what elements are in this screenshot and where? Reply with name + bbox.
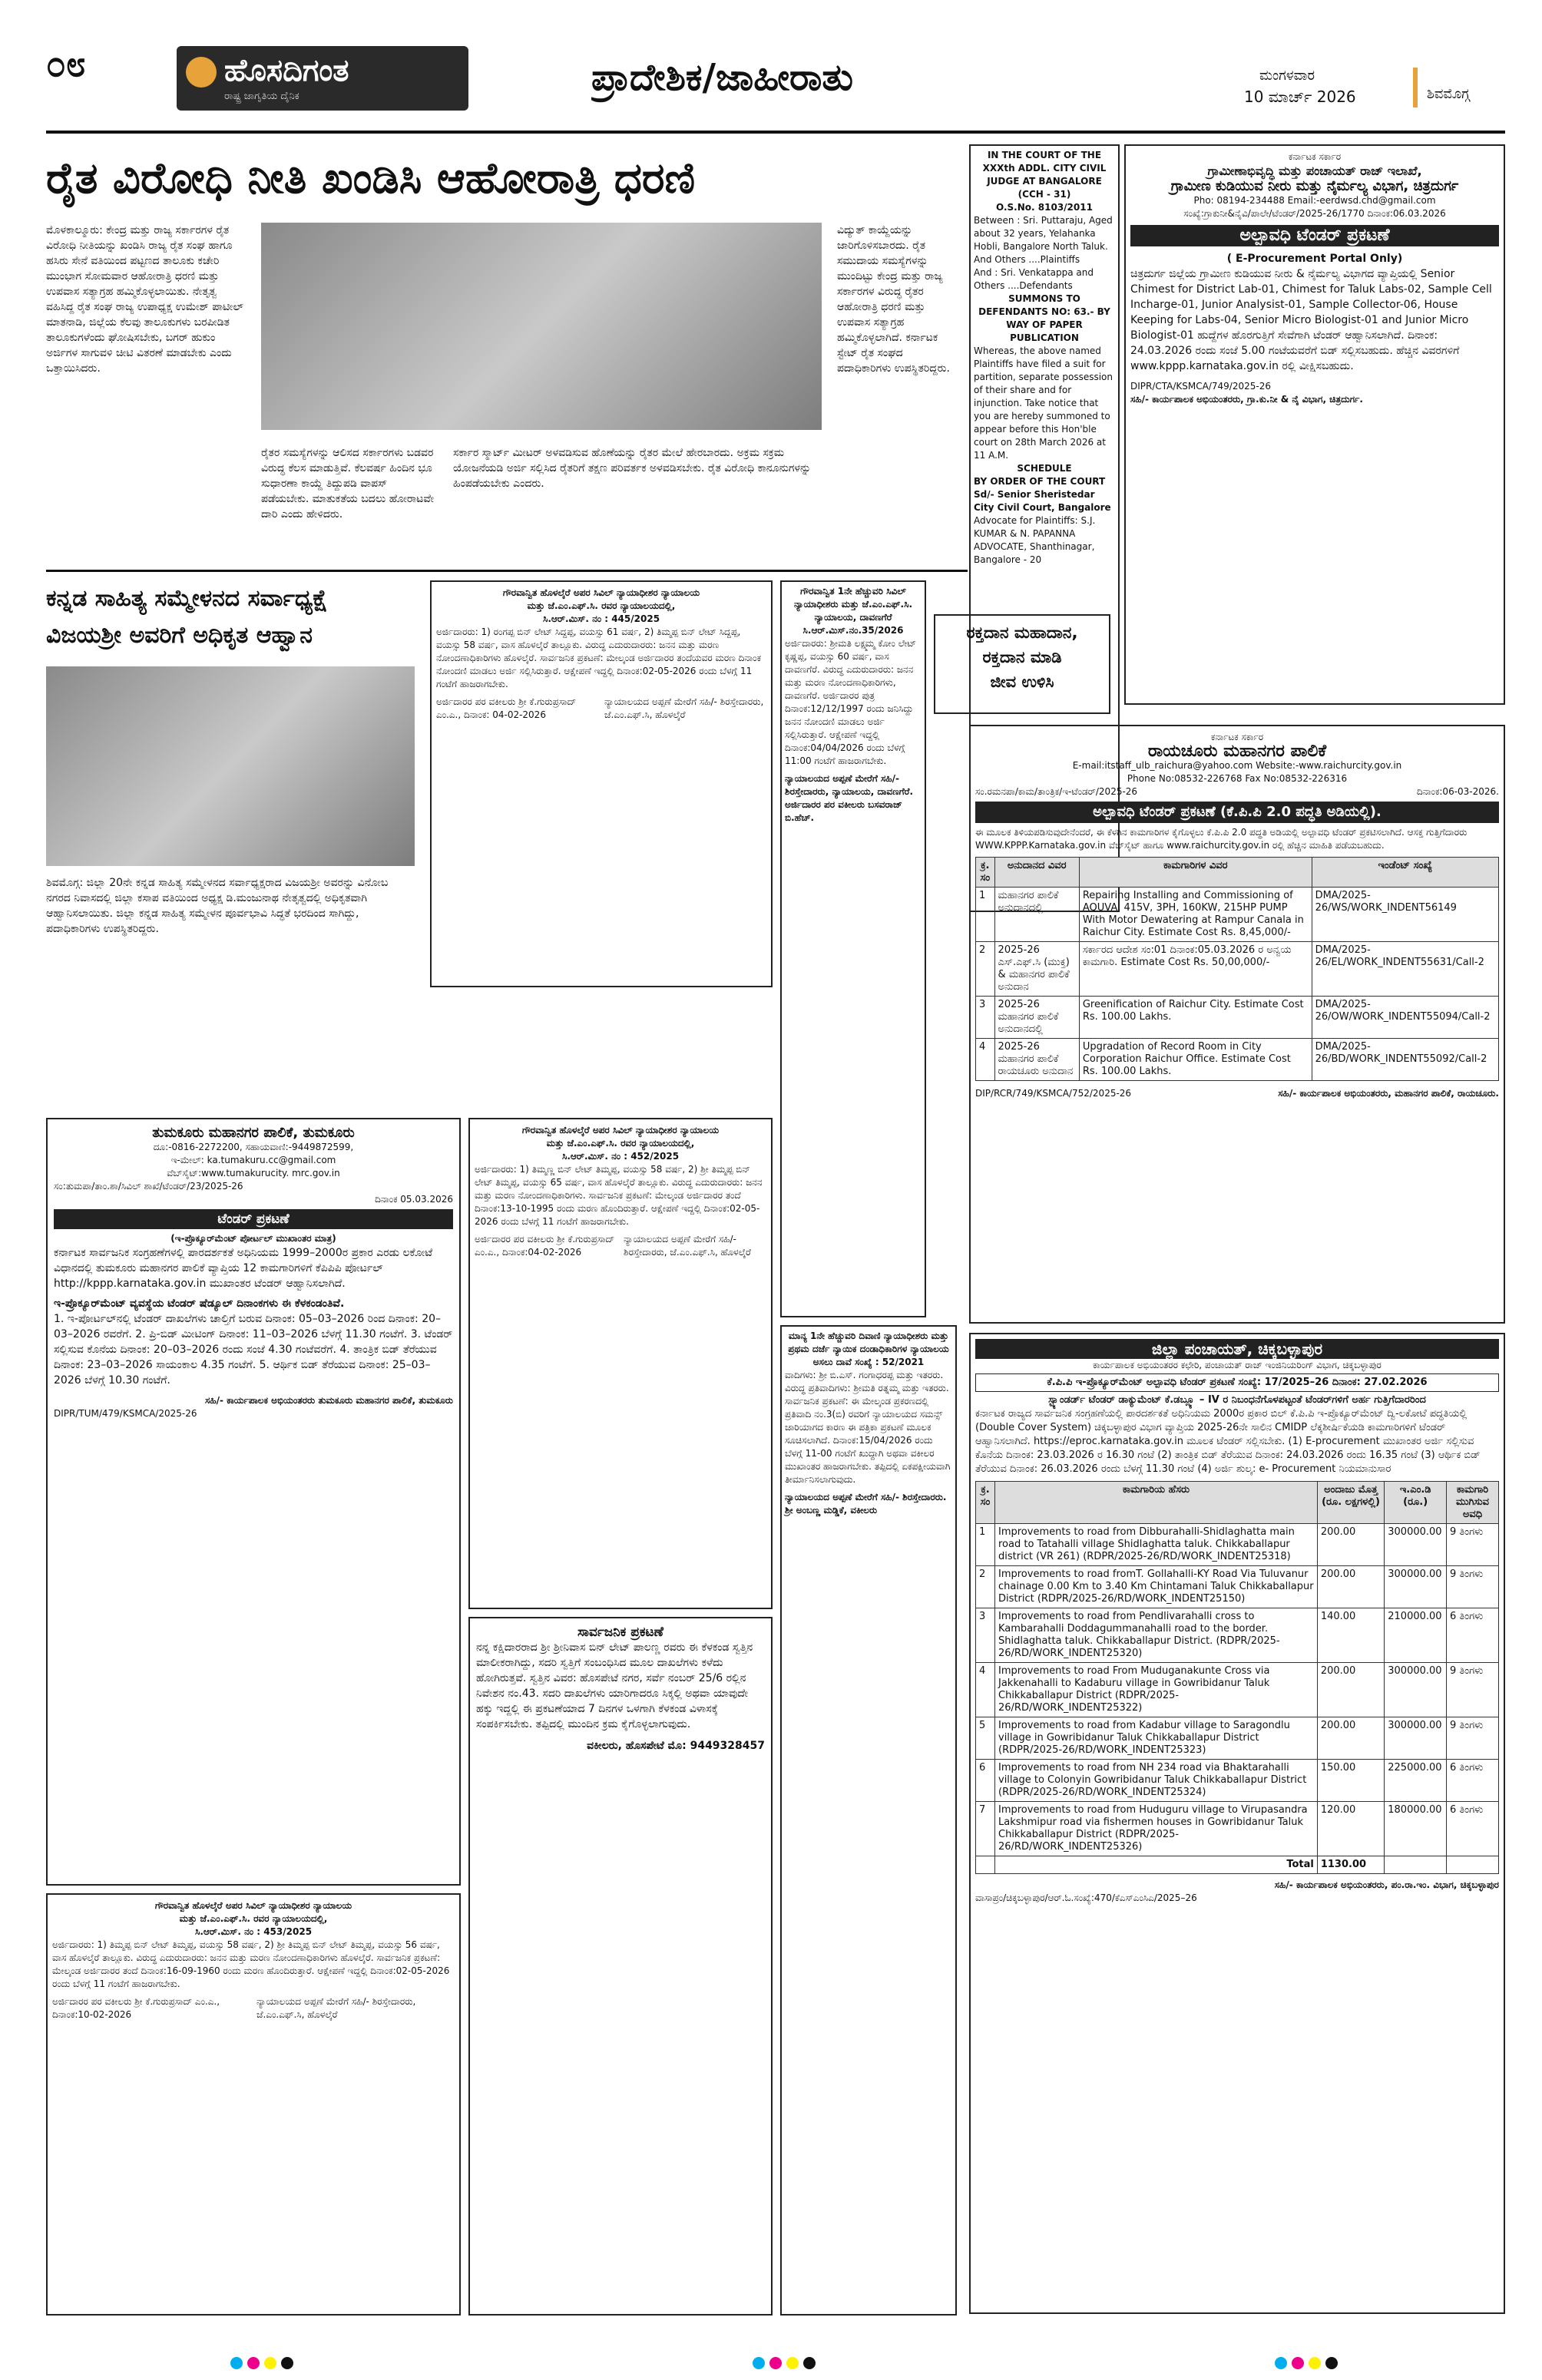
lead-col-4: ವಿದ್ಯುತ್ ಕಾಯ್ದೆಯನ್ನು ಜಾರಿಗೊಳಿಸಬಾರದು. ರೈತ ಸಮುದಾಯ ಸಮಸ್ಯೆಗಳನ್ನು ಮುಂದಿಟ್ಟು ಕೇಂದ್ರ ಮತ್ತು ರಾಜ್ಯ ಸರ್ಕಾರಗಳ ವಿರುದ್ಧ ರೈತರ ಆಹೋರಾತ್ರಿ ಧರಣಿ ಮತ್ತು ಉಪವಾಸ ಸತ್ಯಾಗ್ರಹ ಹಮ್ಮಿಕೊಳ್ಳಲಾಗಿದೆ. ಕರ್ನಾಟಕ ಸ್ಟೇಟ್ ರೈತ ಸಂಘದ ಪದಾಧಿಕಾರಿಗಳು ಉಪಸ್ಥಿತರಿದ್ದರು. xyxy=(837,224,950,375)
table-cell: 9 ತಿಂಗಳು xyxy=(1447,1566,1499,1608)
table-row xyxy=(976,942,1499,997)
table-header: ಅನುದಾನದ ವಿವರ xyxy=(994,858,1079,888)
table-cell: 5 xyxy=(976,1717,995,1760)
registration-mark xyxy=(1309,2357,1321,2369)
table-cell: 180000.00 xyxy=(1385,1802,1447,1856)
table-row xyxy=(976,997,1499,1039)
registration-mark xyxy=(786,2357,799,2369)
table-cell: 300000.00 xyxy=(1385,1663,1447,1717)
table-cell: 140.00 xyxy=(1317,1608,1384,1663)
logo-tagline: ರಾಷ್ಟ್ರ ಜಾಗೃತಿಯ ದೈನಿಕ xyxy=(224,91,299,102)
logo-emblem-icon xyxy=(186,57,217,88)
lead-col-1: ಮೊಳಕಾಲ್ಮೂರು: ಕೇಂದ್ರ ಮತ್ತು ರಾಜ್ಯ ಸರ್ಕಾರಗಳ ರೈತ ವಿರೋಧಿ ನೀತಿಯನ್ನು ಖಂಡಿಸಿ ರಾಜ್ಯ ರೈತ ಸಂಘ ಹಾಗೂ ಹಸಿರು ಸೇನೆ ವತಿಯಿಂದ ಪಟ್ಟಣದ ತಾಲೂಕು ಕಚೇರಿ ಮುಂಭಾಗ ಸೋಮವಾರ ಆಹೋರಾತ್ರಿ ಧರಣಿ ಮತ್ತು ಉಪವಾಸ ಸತ್ಯಾಗ್ರಹ ಹಮ್ಮಿಕೊಳ್ಳಲಾಯಿತು. ನೇತೃತ್ವ ವಹಿಸಿದ್ದ ರೈತ ಸಂಘ ರಾಜ್ಯ ಉಪಾಧ್ಯಕ್ಷ ಉಮೇಶ್ ಪಾಟೀಲ್ ಮಾತನಾಡಿ, ಜಿಲ್ಲೆಯ ಕೆಲವು ತಾಲೂಕುಗಳು ಬರಪೀಡಿತ ತಾಲೂಕುಗಳೆಂದು ಘೋಷಿಸಬೇಕು, ಬಗರ್ ಹುಕುಂ ಅರ್ಜಿಗಳ ಸಾಗುವಳಿ ಚೀಟಿ ವಿತರಣೆ ಮಾಡಬೇಕು ಎಂದು ಒತ್ತಾಯಿಸಿದರು. xyxy=(46,224,243,375)
table-cell: 4 xyxy=(976,1039,995,1081)
raichur-works-table xyxy=(975,857,1499,1081)
table-row xyxy=(976,1802,1499,1856)
page-number: ೦೮ xyxy=(46,43,86,84)
table-cell: 3 xyxy=(976,997,995,1039)
tumakuru-tender-ad: ತುಮಕೂರು ಮಹಾನಗರ ಪಾಲಿಕೆ, ತುಮಕೂರು ದೂ:-0816-2272200, ಸಹಾಯವಾಣಿ:-9449872599, ಇ-ಮೇಲ್: ka.tumakuru.cc@gmail.com ವೆಬ್‌ಸೈಟ್:www.tumakurucity. mrc.gov.in ಸಂ:ತುಮಪಾ/ತಾಂ.ಶಾ/ಸಿವಿಲ್ ಶಾಖೆ/ಟೆಂಡರ್/23/2025-26 ದಿನಾಂಕ 05.03.2026 ಟೆಂಡರ್ ಪ್ರಕಟಣೆ (ಇ-ಪ್ರೊಕ್ಯೂರ್‌ಮೆಂಟ್ ಪೋರ್ಟಲ್ ಮುಖಾಂತರ ಮಾತ್ರ) ಕರ್ನಾಟಕ ಸಾರ್ವಜನಿಕ ಸಂಗ್ರಹಣೆಗಳಲ್ಲಿ ಪಾರದರ್ಶಕತೆ ಅಧಿನಿಯಮ 1999–2000ರ ಪ್ರಕಾರ ಎರಡು ಲಕೋಟೆ ವಿಧಾನದಲ್ಲಿ ತುಮಕೂರು ಮಹಾನಗರ ಪಾಲಿಕೆ ವ್ಯಾಪ್ತಿಯ 12 ಕಾಮಗಾರಿಗಳಿಗೆ ಕೆಪಿಪಿಪಿ ಪೋರ್ಟಲ್ http://kppp.karnataka.gov.in ಮುಖಾಂತರ ಟೆಂಡರ್ ಆಹ್ವಾನಿಸಲಾಗಿದೆ. ಇ-ಪ್ರೊಕ್ಯೂರ್‌ಮೆಂಟ್ ವ್ಯವಸ್ಥೆಯ ಟೆಂಡರ್ ಷೆಡ್ಯೂಲ್ ದಿನಾಂಕಗಳು ಈ ಕೆಳಕಂಡಂತಿವೆ. 1. ಇ-ಪೋರ್ಟಲ್‌ನಲ್ಲಿ ಟೆಂಡರ್ ದಾಖಲೆಗಳು ಚಾಲ್ತಿಗೆ ಬರುವ ದಿನಾಂಕ: 05–03–2026 ರಿಂದ ದಿನಾಂಕ: 20–03–2026 ರವರೆಗೆ. 2. ಪ್ರಿ-ಬಿಡ್ ಮೀಟಿಂಗ್ ದಿನಾಂಕ: 11–03–2026 ಬೆಳಗ್ಗೆ 11.30 ಗಂಟೆಗೆ. 3. ಟೆಂಡರ್ ಸಲ್ಲಿಸುವ ಕೊನೆಯ ದಿನಾಂಕ: 20–03–2026 ರಂದು ಸಂಜೆ 4.30 ಗಂಟೆವರೆಗೆ. 4. ತಾಂತ್ರಿಕ ಬಿಡ್ ತೆರೆಯುವ ದಿನಾಂಕ: 23–03–2026 ಸಾಯಂಕಾಲ 4.35 ಗಂಟೆಗೆ. 5. ಆರ್ಥಿಕ ಬಿಡ್ ತೆರೆಯುವ ದಿನಾಂಕ: 25–03–2026 ಬೆಳಗ್ಗೆ 10.30 ಗಂಟೆಗೆ. ಸಹಿ/- ಕಾರ್ಯಪಾಲಕ ಅಭಿಯಂತರರು ತುಮಕೂರು ಮಹಾನಗರ ಪಾಲಿಕೆ, ತುಮಕೂರು DIPR/TUM/479/KSMCA/2025-26 xyxy=(46,1118,461,1886)
table-header: ಕ್ರ. ಸಂ xyxy=(976,1482,995,1524)
registration-mark xyxy=(247,2357,260,2369)
table-cell: 3 xyxy=(976,1608,995,1663)
header-rule xyxy=(46,131,1505,134)
table-cell: 6 ತಿಂಗಳು xyxy=(1447,1608,1499,1663)
table-cell: DMA/2025-26/BD/WORK_INDENT55092/Call-2 xyxy=(1312,1039,1498,1081)
table-cell: Upgradation of Record Room in City Corporation Raichur Office. Estimate Cost Rs. 100.00 Lakhs. xyxy=(1079,1039,1312,1081)
table-header: ಕ್ರ. ಸಂ xyxy=(976,858,995,888)
table-cell: Improvements to road from Huduguru village to Virupasandra Lakshmipur road via fishermen houses in Gowribidanur Taluk Chikkaballapur District (RDPR/2025-26/RD/WORK_INDENT25326) xyxy=(995,1802,1318,1856)
table-cell: 300000.00 xyxy=(1385,1524,1447,1566)
table-cell: 2025-26 ಎಸ್.ಎಫ್.ಸಿ (ಮುಕ್ತ) & ಮಹಾನಗರ ಪಾಲಿಕೆ ಅನುದಾನ xyxy=(994,942,1079,997)
table-row xyxy=(976,1608,1499,1663)
table-cell: 1 xyxy=(976,1524,995,1566)
lead-photo xyxy=(261,223,822,430)
table-cell: 4 xyxy=(976,1663,995,1717)
table-header: ಅಂದಾಜು ಮೊತ್ತ (ರೂ. ಲಕ್ಷಗಳಲ್ಲಿ) xyxy=(1317,1482,1384,1524)
section-title: ಪ್ರಾದೇಶಿಕ/ಜಾಹೀರಾತು xyxy=(591,56,854,99)
sahitya-photo xyxy=(46,666,415,866)
table-cell: 120.00 xyxy=(1317,1802,1384,1856)
table-row xyxy=(976,1566,1499,1608)
sahitya-headline-line2: ವಿಜಯಶ್ರೀ ಅವರಿಗೆ ಅಧಿಕೃತ ಆಹ್ವಾನ xyxy=(46,622,313,649)
registration-mark xyxy=(264,2357,276,2369)
registration-mark xyxy=(281,2357,293,2369)
table-cell: 6 ತಿಂಗಳು xyxy=(1447,1760,1499,1802)
registration-mark xyxy=(803,2357,816,2369)
table-cell: DMA/2025-26/EL/WORK_INDENT55631/Call-2 xyxy=(1312,942,1498,997)
header-date: 10 ಮಾರ್ಚ್ 2026 xyxy=(1244,88,1356,106)
table-cell: 7 xyxy=(976,1802,995,1856)
table-cell: DMA/2025-26/WS/WORK_INDENT56149 xyxy=(1312,888,1498,942)
table-cell: Improvements to road From Muduganakunte Cross via Jakkenahalli to Kadaburu village in Gowribidanur Taluk Chikkaballapur District (RDPR/2025-26/RD/WORK_INDENT25322) xyxy=(995,1663,1318,1717)
table-row xyxy=(976,1524,1499,1566)
lead-col-3: ಸರ್ಕಾರ ಸ್ಮಾರ್ಟ್ ಮೀಟರ್ ಅಳವಡಿಸುವ ಹೊಣೆಯನ್ನು ರೈತರ ಮೇಲೆ ಹೇರಬಾರದು. ಅಕ್ರಮ ಸಕ್ರಮ ಯೋಜನೆಯಡಿ ಅರ್ಜಿ ಸಲ್ಲಿಸಿದ ರೈತರಿಗೆ ತಕ್ಷಣ ಪರಿವರ್ತಕ ಅಳವಡಿಸಬೇಕು. ರೈತ ವಿರೋಧಿ ಕಾನೂನುಗಳನ್ನು ಹಿಂಪಡೆಯಬೇಕು ಎಂದರು. xyxy=(453,447,812,490)
table-cell: 200.00 xyxy=(1317,1524,1384,1566)
registration-mark xyxy=(769,2357,782,2369)
table-cell: 2 xyxy=(976,942,995,997)
table-cell: 150.00 xyxy=(1317,1760,1384,1802)
registration-mark xyxy=(230,2357,243,2369)
table-cell: DMA/2025-26/OW/WORK_INDENT55094/Call-2 xyxy=(1312,997,1498,1039)
header-day: ಮಂಗಳವಾರ xyxy=(1259,68,1315,84)
raichur-tender-ad: ಕರ್ನಾಟಕ ಸರ್ಕಾರ ರಾಯಚೂರು ಮಹಾನಗರ ಪಾಲಿಕೆ E-mail:itstaff_ulb_raichura@yahoo.com Website:-www.raichurcity.gov.in Phone No:08532-226768 Fax No:08532-226316 ಸಂ.ರಮನಪಾ/ಕಾಮ/ತಾಂತ್ರಿಕ/ಇ-ಟೆಂಡರ್/2025-26 ದಿನಾಂಕ:06-03-2026. ಅಲ್ಪಾವಧಿ ಟೆಂಡರ್ ಪ್ರಕಟಣೆ (ಕೆ.ಪಿ.ಪಿ 2.0 ಪದ್ಧತಿ ಅಡಿಯಲ್ಲಿ). ಈ ಮೂಲಕ ತಿಳಿಯಪಡಿಸುವುದೇನೆಂದರೆ, ಈ ಕೆಳಗಿನ ಕಾಮಗಾರಿಗಳ ಕೈಗೊಳ್ಳಲು ಕೆ.ಪಿ.ಪಿ 2.0 ಪದ್ಧತಿ ಅಡಿಯಲ್ಲಿ ಅಲ್ಪಾವಧಿ ಟೆಂಡರ್ ಪ್ರಕಟಿಸಲಾಗಿದೆ. ಆಸಕ್ತ ಗುತ್ತಿಗೆದಾರರು WWW.KPPP.Karnataka.gov.in ವೆಬ್‌ಸೈಟ್ ಹಾಗೂ www.raichurcity.gov.in ರಲ್ಲಿ ಹೆಚ್ಚಿನ ಮಾಹಿತಿ ಪಡೆಯಬಹುದು. ಕ್ರ. ಸಂ ಅನುದಾನದ ವಿವರ ಕಾಮಗಾರಿಗಳ ವಿವರ ಇಂಡೆಂಟ್ ಸಂಖ್ಯೆ 1 ಮಹಾನಗರ ಪಾಲಿಕೆ ಅನುದಾನದಲ್ಲಿ Repairing Installing and Commissioning of AQUVA, 415V, 3PH, 160KW, 215HP PUMP With Motor Dewatering at Rampur Canala in Raichur City. Estimate Cost Rs. 8,45,000/- DMA/2025-26/WS/WORK_INDENT56149 2 2025-26 ಎಸ್.ಎಫ್.ಸಿ (ಮುಕ್ತ) & ಮಹಾನಗರ ಪಾಲಿಕೆ ಅನುದಾನ ಸರ್ಕಾರದ ಆದೇಶ ಸಂ:01 ದಿನಾಂಕ:05.03.2026 ರ ಅನ್ವಯ ಕಾಮಗಾರಿ. Estimate Cost Rs. 50,00,000/- DMA/2025-26/EL/WORK_INDENT55631/Call-2 3 2025-26 ಮಹಾನಗರ ಪಾಲಿಕೆ ಅನುದಾನದಲ್ಲಿ Greenification of Raichur City. Estimate Cost Rs. 100.00 Lakhs. DMA/2025-26/OW/WORK_INDENT55094/Call-2 4 2025-26 ಮಹಾನಗರ ಪಾಲಿಕೆ ರಾಯಚೂರು ಅನುದಾನ Upgradation of Record Room in City Corporation Raichur Office. Estimate Cost Rs. 100.00 Lakhs. DMA/2025-26/BD/WORK_INDENT55092/Call-2 DIP/RCR/749/KSMCA/752/2025-26 ಸಹಿ/- ಕಾರ್ಯಪಾಲಕ ಅಭಿಯಂತರರು, ಮಹಾನಗರ ಪಾಲಿಕೆ, ರಾಯಚೂರು. xyxy=(969,725,1505,1324)
court-452-ad: ಗೌರವಾನ್ವಿತ ಹೊಳಲ್ಕೆರೆ ಅಪರ ಸಿವಿಲ್ ನ್ಯಾಯಾಧೀಶರ ನ್ಯಾಯಾಲಯ ಮತ್ತು ಜೆ.ಎಂ.ಎಫ್.ಸಿ. ರವರ ನ್ಯಾಯಾಲಯದಲ್ಲಿ, ಸಿ.ಆರ್.ಮಿಸ್. ನಂ : 452/2025 ಅರ್ಜಿದಾರರು: 1) ತಿಮ್ಮಣ್ಣ ಬಿನ್ ಲೇಟ್ ತಿಮ್ಮಪ್ಪ, ವಯಸ್ಸು 58 ವರ್ಷ, 2) ಶ್ರೀ ತಿಮ್ಮಪ್ಪ ಬಿನ್ ಲೇಟ್ ತಿಮ್ಮಪ್ಪ, ವಯಸ್ಸು 65 ವರ್ಷ, ವಾಸ ಹೊಳಲ್ಕೆರೆ ತಾಲ್ಲೂಕು. ವಿರುದ್ಧ ಎದುರುದಾರರು: ಜನನ ಮತ್ತು ಮರಣ ನೋಂದಣಾಧಿಕಾರಿಗಳು. ಸಾರ್ವಜನಿಕ ಪ್ರಕಟಣೆ: ಮೇಲ್ಕಂಡ ಅರ್ಜಿದಾರರ ತಂದೆ ದಿನಾಂಕ:13-10-1995 ರಂದು ಮರಣ ಹೊಂದಿರುತ್ತಾರೆ. ಆಕ್ಷೇಪಣೆ ಇದ್ದಲ್ಲಿ ದಿನಾಂಕ:02-05-2026 ರಂದು ಬೆಳಗ್ಗೆ 11 ಗಂಟೆಗೆ ಹಾಜರಾಗಬೇಕು. ಅರ್ಜಿದಾರರ ಪರ ವಕೀಲರು ಶ್ರೀ ಕೆ.ಗುರುಪ್ರಸಾದ್ ಎಂ.ಎ., ದಿನಾಂಕ:04-02-2026 ನ್ಯಾಯಾಲಯದ ಅಪ್ಪಣೆ ಮೇರೆಗೆ ಸಹಿ/- ಶಿರಸ್ತೇದಾರರು, ಜೆ.ಎಂ.ಎಫ್.ಸಿ, ಹೊಳಲ್ಕೆರೆ xyxy=(468,1118,773,1609)
table-row xyxy=(976,1039,1499,1081)
table-cell: 6 xyxy=(976,1760,995,1802)
court-445-ad: ಗೌರವಾನ್ವಿತ ಹೊಳಲ್ಕೆರೆ ಅಪರ ಸಿವಿಲ್ ನ್ಯಾಯಾಧೀಶರ ನ್ಯಾಯಾಲಯ ಮತ್ತು ಜೆ.ಎಂ.ಎಫ್.ಸಿ. ರವರ ನ್ಯಾಯಾಲಯದಲ್ಲಿ, ಸಿ.ಆರ್.ಮಿಸ್. ನಂ : 445/2025 ಅರ್ಜಿದಾರರು: 1) ರಂಗಪ್ಪ ಬಿನ್ ಲೇಟ್ ಸಿದ್ದಪ್ಪ, ವಯಸ್ಸು 61 ವರ್ಷ, 2) ತಿಮ್ಮಪ್ಪ ಬಿನ್ ಲೇಟ್ ಸಿದ್ದಪ್ಪ, ವಯಸ್ಸು 58 ವರ್ಷ, ವಾಸ ಹೊಳಲ್ಕೆರೆ ತಾಲ್ಲೂಕು. ವಿರುದ್ಧ ಎದುರುದಾರರು: ಜನನ ಮತ್ತು ಮರಣ ನೋಂದಣಾಧಿಕಾರಿಗಳು ಹೊಳಲ್ಕೆರೆ. ಸಾರ್ವಜನಿಕ ಪ್ರಕಟಣೆ: ಮೇಲ್ಕಂಡ ಅರ್ಜಿದಾರರ ತಂದೆಯವರ ಮರಣ ದಿನಾಂಕ ನೋಂದಣಿ ಮಾಡಲು ಅರ್ಜಿ ಸಲ್ಲಿಸಿರುತ್ತಾರೆ. ಆಕ್ಷೇಪಣೆ ಇದ್ದಲ್ಲಿ ದಿನಾಂಕ:02-05-2026 ರಂದು ಬೆಳಗ್ಗೆ 11 ಗಂಟೆಗೆ ಹಾಜರಾಗಬೇಕು. ಅರ್ಜಿದಾರರ ಪರ ವಕೀಲರು ಶ್ರೀ ಕೆ.ಗುರುಪ್ರಸಾದ್ ಎಂ.ಎ., ದಿನಾಂಕ: 04-02-2026 ನ್ಯಾಯಾಲಯದ ಅಪ್ಪಣೆ ಮೇರೆಗೆ ಸಹಿ/- ಶಿರಸ್ತೇದಾರರು, ಜೆ.ಎಂ.ಎಫ್.ಸಿ, ಹೊಳಲ್ಕೆರೆ xyxy=(430,580,773,987)
header-divider xyxy=(1413,68,1418,107)
table-cell: Repairing Installing and Commissioning of AQUVA, 415V, 3PH, 160KW, 215HP PUMP With Motor Dewatering at Rampur Canala in Raichur City. Estimate Cost Rs. 8,45,000/- xyxy=(1079,888,1312,942)
lead-col-2: ರೈತರ ಸಮಸ್ಯೆಗಳನ್ನು ಆಲಿಸದ ಸರ್ಕಾರಗಳು ಬಡವರ ವಿರುದ್ಧ ಕೆಲಸ ಮಾಡುತ್ತಿವೆ. ಕೆಲವರ್ಷ ಹಿಂದಿನ ಭೂ ಸುಧಾರಣಾ ಕಾಯ್ದೆ ತಿದ್ದುಪಡಿ ವಾಪಸ್ ಪಡೆಯಬೇಕು. ಮಾತುಕತೆಯ ಬದಲು ಹೋರಾಟವೇ ದಾರಿ ಎಂದು ಹೇಳಿದರು. xyxy=(261,447,434,521)
chikkaballapur-tender-ad: ಜಿಲ್ಲಾ ಪಂಚಾಯತ್, ಚಿಕ್ಕಬಳ್ಳಾಪುರ ಕಾರ್ಯಪಾಲಕ ಅಭಿಯಂತರರ ಕಛೇರಿ, ಪಂಚಾಯತ್ ರಾಜ್ ಇಂಜಿನಿಯರಿಂಗ್ ವಿಭಾಗ, ಚಿಕ್ಕಬಳ್ಳಾಪುರ ಕೆ.ಪಿ.ಪಿ ಇ-ಪ್ರೊಕ್ಯೂರ್‌ಮೆಂಟ್ ಅಲ್ಪಾವಧಿ ಟೆಂಡರ್ ಪ್ರಕಟಣೆ ಸಂಖ್ಯೆ: 17/2025–26 ದಿನಾಂಕ: 27.02.2026 ಸ್ಟ್ಯಾಂಡರ್ಡ್ ಟೆಂಡರ್ ಡಾಕ್ಯುಮೆಂಟ್ ಕೆ.ಡಬ್ಲ್ಯೂ – IV ರ ನಿಬಂಧನೆಗೊಳಪಟ್ಟಂತೆ ಟೆಂಡರ್‌ಗಳಿಗೆ ಅರ್ಹ ಗುತ್ತಿಗೆದಾರರಿಂದ ಕರ್ನಾಟಕ ರಾಜ್ಯದ ಸಾರ್ವಜನಿಕ ಸಂಗ್ರಹಣೆಯಲ್ಲಿ ಪಾರದರ್ಶಕತೆ ಅಧಿನಿಯಮ 2000ರ ಪ್ರಕಾರ ಬಿಲ್ ಕೆ.ಪಿ.ಪಿ ಇ-ಪ್ರೊಕ್ಯೂರ್‌ಮೆಂಟ್ ದ್ವಿ-ಲಕೋಟೆ ಪದ್ಧತಿಯಲ್ಲಿ (Double Cover System) ಚಿಕ್ಕಬಳ್ಳಾಪುರ ವಿಭಾಗ ವ್ಯಾಪ್ತಿಯ 2025-26ನೇ ಸಾಲಿನ CMIDP ಲೆಕ್ಕಶೀರ್ಷಿಕೆಯಡಿ ಕಾಮಗಾರಿಗಳಿಗೆ ಟೆಂಡರ್ ಆಹ್ವಾನಿಸಲಾಗಿದೆ. https://eproc.karnataka.gov.in ಮೂಲಕ ಟೆಂಡರ್ ಸಲ್ಲಿಸಬೇಕು. (1) E-procurement ಮುಖಾಂತರ ಅರ್ಜಿ ಸಲ್ಲಿಸುವ ಕೊನೆಯ ದಿನಾಂಕ: 23.03.2026 ರ 16.30 ಗಂಟೆ (2) ತಾಂತ್ರಿಕ ಬಿಡ್ ತೆರೆಯುವ ದಿನಾಂಕ: 24.03.2026 ರಂದು 16.35 ಗಂಟೆ (3) ಆರ್ಥಿಕ ಬಿಡ್ ತೆರೆಯುವ ದಿನಾಂಕ: 26.03.2026 ರಂದು ಬೆಳಗ್ಗೆ 11.30 ಗಂಟೆ (4) ಅರ್ಜಿ ಶುಲ್ಕ: e- Procurement ನಿಯಮಾನುಸಾರ ಕ್ರ. ಸಂ ಕಾಮಗಾರಿಯ ಹೆಸರು ಅಂದಾಜು ಮೊತ್ತ (ರೂ. ಲಕ್ಷಗಳಲ್ಲಿ) ಇ.ಎಂ.ಡಿ (ರೂ.) ಕಾಮಗಾರಿ ಮುಗಿಸುವ ಅವಧಿ 1 Improvements to road from Dibburahalli-Shidlaghatta main road to Tatahalli village Shidlaghatta taluk. Chikkaballapur district (VR 261) (RDPR/2025-26/RD/WORK_INDENT25318) 200.00 300000.00 9 ತಿಂಗಳು 2 Improvements to road fromT. Gollahalli-KY Road Via Tuluvanur chainage 0.00 Km to 3.40 Km Chintamani Taluk Chikkaballapur District (RDPR/2025-26/RD/WORK_INDENT25150) 200.00 300000.00 9 ತಿಂಗಳು 3 Improvements to road from Pendlivarahalli cross to Kambarahalli Doddagummanahalli road to the border. Shidlaghatta taluk. Chikkaballapur District. (RDPR/2025-26/RD/WORK_INDENT25320) 140.00 210000.00 6 ತಿಂಗಳು 4 Improvements to road From Muduganakunte Cross via Jakkenahalli to Kadaburu village in Gowribidanur Taluk Chikkaballapur District (RDPR/2025-26/RD/WORK_INDENT25322) 200.00 300000.00 9 ತಿಂಗಳು 5 Improvements to road from Kadabur village to Saragondlu village in Gowribidanur Taluk Chikkaballapur District (RDPR/2025-26/RD/WORK_INDENT25323) 200.00 300000.00 9 ತಿಂಗಳು 6 Improvements to road from NH 234 road via Bhaktarahalli village to Colonyin Gowribidanur Taluk Chikkaballapur District (RDPR/2025-26/RD/WORK_INDENT25324) 150.00 225000.00 6 ತಿಂಗಳು 7 Improvements to road from Huduguru village to Virupasandra Lakshmipur road via fishermen houses in Gowribidanur Taluk Chikkaballapur District (RDPR/2025-26/RD/WORK_INDENT25326) 120.00 180000.00 6 ತಿಂಗಳು Total 1130.00 ಸಹಿ/- ಕಾರ್ಯಪಾಲಕ ಅಭಿಯಂತರರು, ಪಂ.ರಾ.ಇಂ. ವಿಭಾಗ, ಚಿಕ್ಕಬಳ್ಳಾಪುರ ವಾಸಾಪ್ರಂ/ಚಿಕ್ಕಬಳ್ಳಾಪುರ/ಆರ್.ಓ.ಸಂಖ್ಯೆ:470/ಕೆಎಸ್‌ಎಂಸಿಎ/2025–26 xyxy=(969,1333,1505,2314)
table-row xyxy=(976,1663,1499,1717)
table-cell: 2025-26 ಮಹಾನಗರ ಪಾಲಿಕೆ ಅನುದಾನದಲ್ಲಿ xyxy=(994,997,1079,1039)
registration-mark xyxy=(1275,2357,1287,2369)
table-cell: 210000.00 xyxy=(1385,1608,1447,1663)
total-label: Total xyxy=(995,1856,1318,1874)
table-cell: 200.00 xyxy=(1317,1717,1384,1760)
table-header: ಕಾಮಗಾರಿಯ ಹೆಸರು xyxy=(995,1482,1318,1524)
header-city: ಶಿವಮೊಗ್ಗ xyxy=(1427,86,1470,102)
court-os-8103-ad: IN THE COURT OF THE XXXth ADDL. CITY CIVIL JUDGE AT BANGALORE (CCH - 31) O.S.No. 8103/2011 Between : Sri. Puttaraju, Aged about 32 years, Yelahanka Hobli, Bangalore North Taluk. And Others ....Plaintiffs And : Sri. Venkatappa and Others ....Defendants SUMMONS TO DEFENDANTS NO: 63.- BY WAY OF PAPER PUBLICATION Whereas, the above named Plaintiffs have filed a suit for partition, separate possession of their share and for injunction. Take notice that you are hereby summoned to appear before this Hon'ble court on 28th March 2026 at 11 A.M. SCHEDULE BY ORDER OF THE COURT Sd/- Senior Sheristedar City Civil Court, Bangalore Advocate for Plaintiffs: S.J. KUMAR & N. PAPANNA ADVOCATE, Shanthinagar, Bangalore - 20 xyxy=(969,144,1120,912)
table-header: ಇಂಡೆಂಟ್ ಸಂಖ್ಯೆ xyxy=(1312,858,1498,888)
chitradurga-tender-ad: ಕರ್ನಾಟಕ ಸರ್ಕಾರ ಗ್ರಾಮೀಣಾಭಿವೃದ್ಧಿ ಮತ್ತು ಪಂಚಾಯತ್ ರಾಜ್ ಇಲಾಖೆ, ಗ್ರಾಮೀಣ ಕುಡಿಯುವ ನೀರು ಮತ್ತು ನೈರ್ಮಲ್ಯ ವಿಭಾಗ, ಚಿತ್ರದುರ್ಗ Pho: 08194-234488 Email:-eerdwsd.chd@gmail.com ಸಂಖ್ಯೆ:ಗ್ರಾಕುನೀ&ನೈವಿ/ಪಾಲೇ/ಟೆಂಡರ್/2025-26/1770 ದಿನಾಂಕ:06.03.2026 ಅಲ್ಪಾವಧಿ ಟೆಂಡರ್ ಪ್ರಕಟಣೆ ( E-Procurement Portal Only) ಚಿತ್ರದುರ್ಗ ಜಿಲ್ಲೆಯ ಗ್ರಾಮೀಣ ಕುಡಿಯುವ ನೀರು & ನೈರ್ಮಲ್ಯ ವಿಭಾಗದ ವ್ಯಾಪ್ತಿಯಲ್ಲಿ Senior Chimest for District Lab-01, Chimest for Taluk Labs-02, Sample Cell Incharge-01, Junior Analysist-01, Sample Collector-06, House Keeping for Labs-04, Senior Micro Biologist-01 and Junior Micro Biologist-01 ಹುದ್ದೆಗಳ ಹೊರಗುತ್ತಿಗೆ ಸೇವೆಗಾಗಿ ಟೆಂಡರ್ ಆಹ್ವಾನಿಸಲಾಗಿದೆ. ದಿನಾಂಕ: 24.03.2026 ರಂದು ಸಂಜೆ 5.00 ಗಂಟೆಯವರೆಗೆ ಬಿಡ್ ಸಲ್ಲಿಸಬಹುದು. ಹೆಚ್ಚಿನ ವಿವರಗಳಿಗೆ www.kppp.karnataka.gov.in ರಲ್ಲಿ ವೀಕ್ಷಿಸಬಹುದು. DIPR/CTA/KSMCA/749/2025-26 ಸಹಿ/- ಕಾರ್ಯಪಾಲಕ ಅಭಿಯಂತರರು, ಗ್ರಾ.ಕು.ನೀ & ನೈ ವಿಭಾಗ, ಚಿತ್ರದುರ್ಗ. xyxy=(1124,144,1505,705)
public-notice-ad: ಸಾರ್ವಜನಿಕ ಪ್ರಕಟಣೆ ನನ್ನ ಕಕ್ಷಿದಾರರಾದ ಶ್ರೀ ಶ್ರೀನಿವಾಸ ಬಿನ್ ಲೇಟ್ ಪಾಲಣ್ಣ ರವರು ಈ ಕೆಳಕಂಡ ಸ್ವತ್ತಿನ ಮಾಲೀಕರಾಗಿದ್ದು, ಸದರಿ ಸ್ವತ್ತಿಗೆ ಸಂಬಂಧಿಸಿದ ಮೂಲ ದಾಖಲೆಗಳು ಕಳೆದು ಹೋಗಿರುತ್ತವೆ. ಸ್ವತ್ತಿನ ವಿವರ: ಹೊಸಪೇಟೆ ನಗರ, ಸರ್ವೆ ನಂಬರ್ 25/6 ರಲ್ಲಿನ ನಿವೇಶನ ನಂ.43. ಸದರಿ ದಾಖಲೆಗಳು ಯಾರಿಗಾದರೂ ಸಿಕ್ಕಲ್ಲಿ ಅಥವಾ ಯಾವುದೇ ಹಕ್ಕು ಇದ್ದಲ್ಲಿ ಈ ಪ್ರಕಟಣೆಯಾದ 7 ದಿನಗಳ ಒಳಗಾಗಿ ಕೆಳಕಂಡ ವಿಳಾಸಕ್ಕೆ ಸಂಪರ್ಕಿಸಬೇಕು. ತಪ್ಪಿದಲ್ಲಿ ಮುಂದಿನ ಕ್ರಮ ಕೈಗೊಳ್ಳಲಾಗುವುದು. ವಕೀಲರು, ಹೊಸಪೇಟೆ ಮೊ: 9449328457 xyxy=(468,1617,773,2316)
table-row xyxy=(976,888,1499,942)
table-header: ಕಾಮಗಾರಿಗಳ ವಿವರ xyxy=(1079,858,1312,888)
masthead-logo xyxy=(177,46,468,111)
table-cell: 9 ತಿಂಗಳು xyxy=(1447,1717,1499,1760)
table-cell: Improvements to road fromT. Gollahalli-KY Road Via Tuluvanur chainage 0.00 Km to 3.40 Km Chintamani Taluk Chikkaballapur District (RDPR/2025-26/RD/WORK_INDENT25150) xyxy=(995,1566,1318,1608)
table-cell: 300000.00 xyxy=(1385,1717,1447,1760)
sahitya-body: ಶಿವಮೊಗ್ಗ: ಜಿಲ್ಲಾ 20ನೇ ಕನ್ನಡ ಸಾಹಿತ್ಯ ಸಮ್ಮೇಳನದ ಸರ್ವಾಧ್ಯಕ್ಷರಾದ ವಿಜಯಶ್ರೀ ಅವರನ್ನು ವಿನೋಬ ನಗರದ ನಿವಾಸದಲ್ಲಿ ಜಿಲ್ಲಾ ಕಸಾಪ ವತಿಯಿಂದ ಅಧ್ಯಕ್ಷ ಡಿ.ಮಂಜುನಾಥ ನೇತೃತ್ವದಲ್ಲಿ ಅಧಿಕೃತವಾಗಿ ಆಹ್ವಾನಿಸಲಾಯಿತು. ಜಿಲ್ಲಾ ಕನ್ನಡ ಸಾಹಿತ್ಯ ಸಮ್ಮೇಳನ ಪೂರ್ವಭಾವಿ ಸಿದ್ಧತೆ ಭರದಿಂದ ಸಾಗಿದ್ದು, ಪದಾಧಿಕಾರಿಗಳು ಉಪಸ್ಥಿತರಿದ್ದರು. xyxy=(46,877,389,935)
table-cell: 6 ತಿಂಗಳು xyxy=(1447,1802,1499,1856)
table-cell: Greenification of Raichur City. Estimate Cost Rs. 100.00 Lakhs. xyxy=(1079,997,1312,1039)
table-cell: Improvements to road from NH 234 road via Bhaktarahalli village to Colonyin Gowribidanur Taluk Chikkaballapur District (RDPR/2025-26/RD/WORK_INDENT25324) xyxy=(995,1760,1318,1802)
lead-rule xyxy=(46,570,968,572)
table-cell: 9 ತಿಂಗಳು xyxy=(1447,1524,1499,1566)
table-cell: 1 xyxy=(976,888,995,942)
table-cell: ಮಹಾನಗರ ಪಾಲಿಕೆ ಅನುದಾನದಲ್ಲಿ xyxy=(994,888,1079,942)
table-cell: Improvements to road from Dibburahalli-Shidlaghatta main road to Tatahalli village Shidlaghatta taluk. Chikkaballapur district (VR 261) (RDPR/2025-26/RD/WORK_INDENT25318) xyxy=(995,1524,1318,1566)
registration-mark xyxy=(1325,2357,1338,2369)
table-cell: 2 xyxy=(976,1566,995,1608)
table-row xyxy=(976,1717,1499,1760)
chikkaballapur-works-table xyxy=(975,1481,1499,1874)
sahitya-headline xyxy=(46,580,415,657)
court-52-ad: ಮಾನ್ಯ 1ನೇ ಹೆಚ್ಚುವರಿ ದಿವಾಣಿ ನ್ಯಾಯಾಧೀಶರು ಮತ್ತು ಪ್ರಥಮ ದರ್ಜೆ ನ್ಯಾಯಿಕ ದಂಡಾಧಿಕಾರಿಗಳ ನ್ಯಾಯಾಲಯ ಅಸಲು ದಾವೆ ಸಂಖ್ಯೆ : 52/2021 ವಾದಿಗಳು: ಶ್ರೀ ಬಿ.ಎಸ್. ಗಂಗಾಧರಪ್ಪ ಮತ್ತು ಇತರರು. ವಿರುದ್ಧ ಪ್ರತಿವಾದಿಗಳು: ಶ್ರೀಮತಿ ರತ್ನಮ್ಮ ಮತ್ತು ಇತರರು. ಸಾರ್ವಜನಿಕ ಪ್ರಕಟಣೆ: ಈ ಮೇಲ್ಕಂಡ ಪ್ರಕರಣದಲ್ಲಿ ಪ್ರತಿವಾದಿ ನಂ.3(ಬಿ) ರವರಿಗೆ ನ್ಯಾಯಾಲಯದ ಸಮನ್ಸ್ ಜಾರಿಯಾಗದ ಕಾರಣ ಈ ಪತ್ರಿಕಾ ಪ್ರಕಟಣೆ ಮೂಲಕ ಸೂಚಿಸಲಾಗಿದೆ. ದಿನಾಂಕ:15/04/2026 ರಂದು ಬೆಳಗ್ಗೆ 11-00 ಗಂಟೆಗೆ ಖುದ್ದಾಗಿ ಅಥವಾ ವಕೀಲರ ಮುಖಾಂತರ ಹಾಜರಾಗಬೇಕು. ತಪ್ಪಿದಲ್ಲಿ ಏಕಪಕ್ಷೀಯವಾಗಿ ತೀರ್ಮಾನಿಸಲಾಗುವುದು. ನ್ಯಾಯಾಲಯದ ಅಪ್ಪಣೆ ಮೇರೆಗೆ ಸಹಿ/- ಶಿರಸ್ತೇದಾರರು. ಶ್ರೀ ಅಂಬಣ್ಣ ಮಡ್ಡಿಕೆ, ವಕೀಲರು xyxy=(780,1325,957,2316)
table-cell: Improvements to road from Pendlivarahalli cross to Kambarahalli Doddagummanahalli road to the border. Shidlaghatta taluk. Chikkaballapur District. (RDPR/2025-26/RD/WORK_INDENT25320) xyxy=(995,1608,1318,1663)
raktadana-box: ರಕ್ತದಾನ ಮಹಾದಾನ, ರಕ್ತದಾನ ಮಾಡಿ ಜೀವ ಉಳಿಸಿ xyxy=(934,614,1110,714)
table-cell: 9 ತಿಂಗಳು xyxy=(1447,1663,1499,1717)
table-cell: ಸರ್ಕಾರದ ಆದೇಶ ಸಂ:01 ದಿನಾಂಕ:05.03.2026 ರ ಅನ್ವಯ ಕಾಮಗಾರಿ. Estimate Cost Rs. 50,00,000/- xyxy=(1079,942,1312,997)
table-cell: 300000.00 xyxy=(1385,1566,1447,1608)
registration-mark xyxy=(753,2357,765,2369)
court-35-ad: ಗೌರವಾನ್ವಿತ 1ನೇ ಹೆಚ್ಚುವರಿ ಸಿವಿಲ್ ನ್ಯಾಯಾಧೀಶರು ಮತ್ತು ಜೆ.ಎಂ.ಎಫ್.ಸಿ. ನ್ಯಾಯಾಲಯ, ದಾವಣಗೆರೆ ಸಿ.ಆರ್.ಮಿಸ್.ನಂ.35/2026 ಅರ್ಜಿದಾರರು: ಶ್ರೀಮತಿ ಲಕ್ಷ್ಮಮ್ಮ ಕೋಂ ಲೇಟ್ ಕೃಷ್ಣಪ್ಪ, ವಯಸ್ಸು 60 ವರ್ಷ, ವಾಸ ದಾವಣಗೆರೆ. ವಿರುದ್ಧ ಎದುರುದಾರರು: ಜನನ ಮತ್ತು ಮರಣ ನೋಂದಣಾಧಿಕಾರಿಗಳು, ದಾವಣಗೆರೆ. ಅರ್ಜಿದಾರರ ಪುತ್ರ ದಿನಾಂಕ:12/12/1997 ರಂದು ಜನಿಸಿದ್ದು ಜನನ ನೋಂದಣಿ ಮಾಡಲು ಅರ್ಜಿ ಸಲ್ಲಿಸಿರುತ್ತಾರೆ. ಆಕ್ಷೇಪಣೆ ಇದ್ದಲ್ಲಿ ದಿನಾಂಕ:04/04/2026 ರಂದು ಬೆಳಗ್ಗೆ 11:00 ಗಂಟೆಗೆ ಹಾಜರಾಗಬೇಕು. ನ್ಯಾಯಾಲಯದ ಅಪ್ಪಣೆ ಮೇರೆಗೆ ಸಹಿ/- ಶಿರಸ್ತೇದಾರರು, ನ್ಯಾಯಾಲಯ, ದಾವಣಗೆರೆ. ಅರ್ಜಿದಾರರ ಪರ ವಕೀಲರು ಬಸವರಾಜ್ ಬಿ.ಹೆಚ್. xyxy=(780,580,926,1317)
registration-mark xyxy=(1292,2357,1304,2369)
logo-name: ಹೊಸದಿಗಂತ xyxy=(224,53,349,88)
lead-headline: ರೈತ ವಿರೋಧಿ ನೀತಿ ಖಂಡಿಸಿ ಆಹೋರಾತ್ರಿ ಧರಣಿ xyxy=(46,154,696,203)
sahitya-headline-line1: ಕನ್ನಡ ಸಾಹಿತ್ಯ ಸಮ್ಮೇಳನದ ಸರ್ವಾಧ್ಯಕ್ಷೆ xyxy=(46,585,328,612)
table-header: ಇ.ಎಂ.ಡಿ (ರೂ.) xyxy=(1385,1482,1447,1524)
table-cell: Improvements to road from Kadabur village to Saragondlu village in Gowribidanur Taluk Chikkaballapur District (RDPR/2025-26/RD/WORK_INDENT25323) xyxy=(995,1717,1318,1760)
table-cell: 2025-26 ಮಹಾನಗರ ಪಾಲಿಕೆ ರಾಯಚೂರು ಅನುದಾನ xyxy=(994,1039,1079,1081)
table-cell: 200.00 xyxy=(1317,1663,1384,1717)
table-cell: 200.00 xyxy=(1317,1566,1384,1608)
table-header: ಕಾಮಗಾರಿ ಮುಗಿಸುವ ಅವಧಿ xyxy=(1447,1482,1499,1524)
table-row xyxy=(976,1760,1499,1802)
court-453-ad: ಗೌರವಾನ್ವಿತ ಹೊಳಲ್ಕೆರೆ ಅಪರ ಸಿವಿಲ್ ನ್ಯಾಯಾಧೀಶರ ನ್ಯಾಯಾಲಯ ಮತ್ತು ಜೆ.ಎಂ.ಎಫ್.ಸಿ. ರವರ ನ್ಯಾಯಾಲಯದಲ್ಲಿ, ಸಿ.ಆರ್.ಮಿಸ್. ನಂ : 453/2025 ಅರ್ಜಿದಾರರು: 1) ತಿಮ್ಮಪ್ಪ ಬಿನ್ ಲೇಟ್ ತಿಮ್ಮಪ್ಪ, ವಯಸ್ಸು 58 ವರ್ಷ, 2) ಶ್ರೀ ತಿಮ್ಮಪ್ಪ ಬಿನ್ ಲೇಟ್ ತಿಮ್ಮಪ್ಪ, ವಯಸ್ಸು 56 ವರ್ಷ, ವಾಸ ಹೊಳಲ್ಕೆರೆ ತಾಲ್ಲೂಕು. ವಿರುದ್ಧ ಎದುರುದಾರರು: ಜನನ ಮತ್ತು ಮರಣ ನೋಂದಣಾಧಿಕಾರಿಗಳು ಹೊಳಲ್ಕೆರೆ. ಸಾರ್ವಜನಿಕ ಪ್ರಕಟಣೆ: ಮೇಲ್ಕಂಡ ಅರ್ಜಿದಾರರ ತಂದೆ ದಿನಾಂಕ:16-09-1960 ರಂದು ಮರಣ ಹೊಂದಿರುತ್ತಾರೆ. ಆಕ್ಷೇಪಣೆ ಇದ್ದಲ್ಲಿ ದಿನಾಂಕ:02-05-2026 ರಂದು ಬೆಳಗ್ಗೆ 11 ಗಂಟೆಗೆ ಹಾಜರಾಗಬೇಕು. ಅರ್ಜಿದಾರರ ಪರ ವಕೀಲರು ಶ್ರೀ ಕೆ.ಗುರುಪ್ರಸಾದ್ ಎಂ.ಎ., ದಿನಾಂಕ:10-02-2026 ನ್ಯಾಯಾಲಯದ ಅಪ್ಪಣೆ ಮೇರೆಗೆ ಸಹಿ/- ಶಿರಸ್ತೇದಾರರು, ಜೆ.ಎಂ.ಎಫ್.ಸಿ, ಹೊಳಲ್ಕೆರೆ xyxy=(46,1893,461,2316)
total-value: 1130.00 xyxy=(1317,1856,1384,1874)
table-cell: 225000.00 xyxy=(1385,1760,1447,1802)
